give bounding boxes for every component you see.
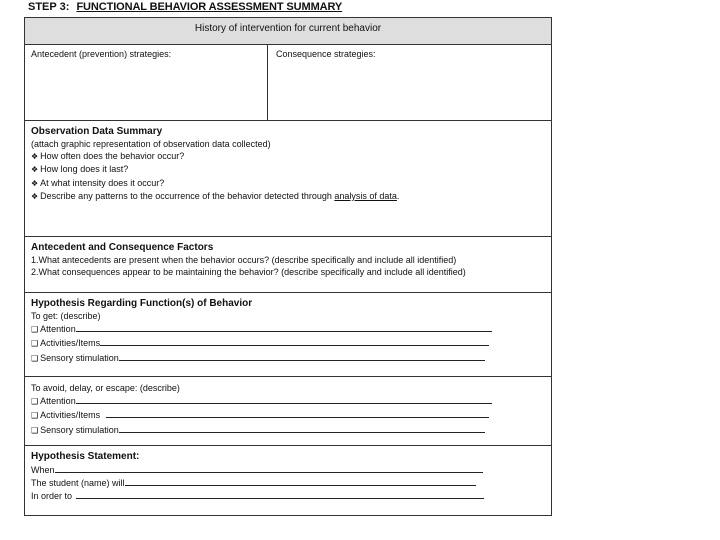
avoid-label: To avoid, delay, or escape: (describe)	[31, 383, 180, 393]
hypothesis-get-section	[25, 293, 551, 377]
observation-note: (attach graphic representation of observation data collected)	[31, 139, 271, 149]
checkbox-icon[interactable]: ❑	[31, 411, 39, 421]
factors-section[interactable]	[25, 237, 551, 293]
checkbox-icon[interactable]: ❑	[31, 325, 39, 335]
fba-summary-form	[24, 17, 552, 516]
diamond-bullet-icon: ❖	[31, 178, 39, 188]
get-attention-blank[interactable]	[76, 322, 492, 332]
factors-question-1: 1.What antecedents are present when the behavior occurs? (describe specifically and include all identified)	[31, 255, 457, 265]
avoid-sensory-row: ❑ Sensory stimulation	[31, 423, 551, 437]
antecedent-strategies-label: Antecedent (prevention) strategies:	[31, 49, 172, 59]
step-label: STEP 3:	[28, 1, 70, 13]
observation-bullet: ❖ Describe any patterns to the occurrence of the behavior detected through analysis of data.	[31, 190, 400, 201]
antecedent-strategies-field[interactable]	[25, 45, 268, 120]
statement-when-row: When	[31, 463, 551, 476]
factors-heading: Antecedent and Consequence Factors	[31, 242, 214, 253]
diamond-bullet-icon: ❖	[31, 152, 39, 162]
statement-student-row: The student (name) will	[31, 476, 551, 489]
statement-heading: Hypothesis Statement:	[31, 451, 140, 462]
step-header	[28, 1, 342, 13]
when-blank[interactable]	[55, 463, 483, 473]
observation-bullet: ❖ At what intensity does it occur?	[31, 177, 165, 188]
get-attention-row: ❑ Attention	[31, 322, 551, 336]
checkbox-icon[interactable]: ❑	[31, 425, 39, 435]
avoid-sensory-blank[interactable]	[119, 423, 485, 433]
consequence-strategies-label: Consequence strategies:	[276, 49, 376, 59]
factors-question-2: 2.What consequences appear to be maintaining the behavior? (describe specifically and include all identified)	[31, 267, 466, 278]
get-sensory-row: ❑ Sensory stimulation	[31, 351, 551, 365]
get-activities-row: ❑ Activities/Items	[31, 336, 551, 350]
observation-heading: Observation Data Summary	[31, 126, 163, 137]
get-sensory-blank[interactable]	[119, 351, 485, 361]
hypothesis-statement-section	[25, 446, 551, 515]
checkbox-icon[interactable]: ❑	[31, 353, 39, 363]
observation-bullet: ❖ How often does the behavior occur?	[31, 151, 185, 162]
observation-section[interactable]	[25, 121, 551, 237]
avoid-attention-blank[interactable]	[76, 394, 492, 404]
get-label: To get: (describe)	[31, 311, 101, 321]
avoid-activities-row: ❑ Activities/Items	[31, 408, 551, 422]
observation-bullet: ❖ How long does it last?	[31, 164, 129, 175]
page-title: FUNCTIONAL BEHAVIOR ASSESSMENT SUMMARY	[76, 1, 343, 13]
consequence-strategies-field[interactable]	[268, 45, 551, 120]
student-blank[interactable]	[125, 476, 476, 486]
diamond-bullet-icon: ❖	[31, 191, 39, 201]
hypothesis-heading: Hypothesis Regarding Function(s) of Behavior	[31, 298, 253, 309]
history-strategies-row	[25, 45, 551, 121]
analysis-of-data-link[interactable]: analysis of data	[334, 190, 397, 201]
statement-order-row: In order to	[31, 489, 551, 502]
diamond-bullet-icon: ❖	[31, 165, 39, 175]
order-blank[interactable]	[76, 489, 484, 499]
avoid-attention-row: ❑ Attention	[31, 394, 551, 408]
checkbox-icon[interactable]: ❑	[31, 339, 39, 349]
checkbox-icon[interactable]: ❑	[31, 397, 39, 407]
get-activities-blank[interactable]	[100, 336, 489, 346]
hypothesis-avoid-section	[25, 377, 551, 446]
history-header: History of intervention for current behavior	[25, 18, 551, 45]
avoid-activities-blank[interactable]	[106, 408, 489, 418]
